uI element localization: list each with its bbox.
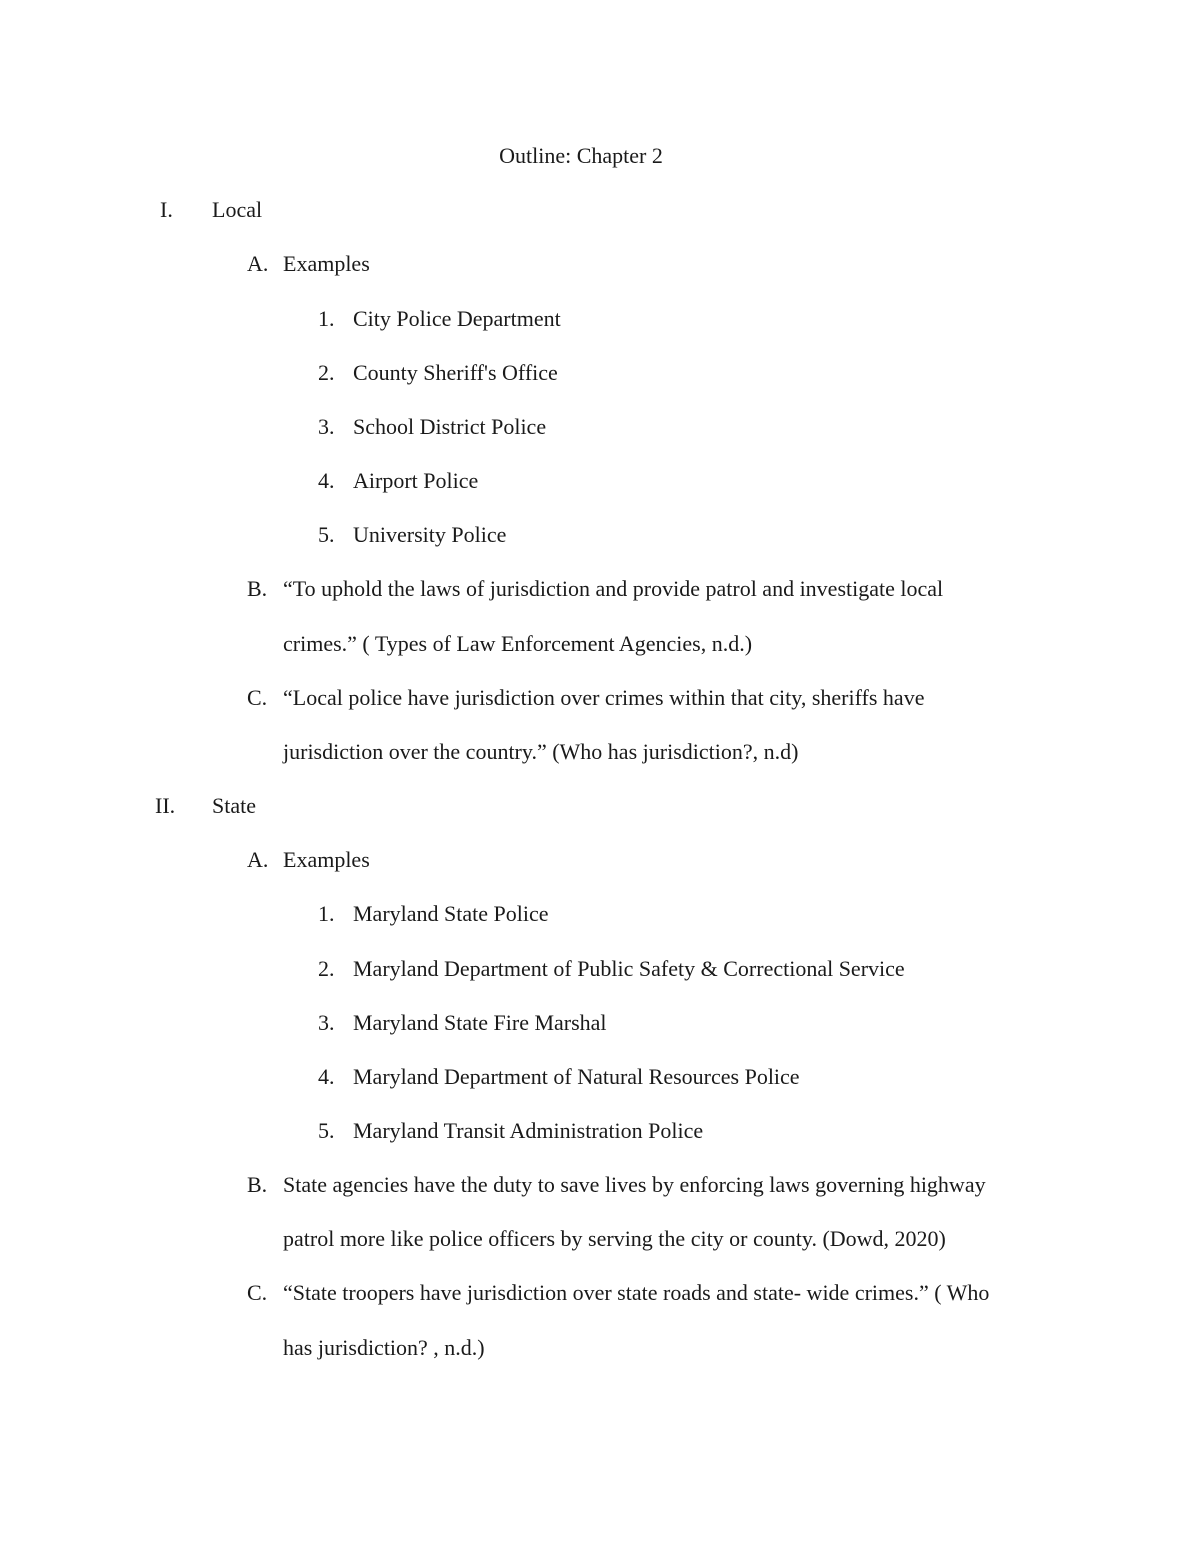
item-letter: B. <box>247 576 268 601</box>
subitem-number: 1. <box>318 306 335 331</box>
item-quote-line: has jurisdiction? , n.d.) <box>283 1335 485 1360</box>
item-text-line: State agencies have the duty to save lives by enforcing laws governing highway <box>283 1172 986 1197</box>
subitem-number: 1. <box>318 901 335 926</box>
item-quote-line: jurisdiction over the country.” (Who has jurisdiction?, n.d) <box>283 739 799 764</box>
item-letter: C. <box>247 685 268 710</box>
subitem-text: University Police <box>353 522 507 547</box>
subitem-number: 2. <box>318 360 335 385</box>
item-letter: A. <box>247 847 269 872</box>
section-heading-state: State <box>212 793 256 818</box>
subitem-text: Airport Police <box>353 468 479 493</box>
item-letter: C. <box>247 1280 268 1305</box>
subitem-number: 5. <box>318 522 335 547</box>
subitem-text: Maryland Department of Natural Resources Police <box>353 1064 800 1089</box>
subitem-text: Maryland Transit Administration Police <box>353 1118 704 1143</box>
item-quote-line: crimes.” ( Types of Law Enforcement Agencies, n.d.) <box>283 631 753 656</box>
subitem-number: 4. <box>318 1064 335 1089</box>
section-heading-local: Local <box>212 197 263 222</box>
subitem-text: Maryland State Police <box>353 901 549 926</box>
subitem-text: Maryland Department of Public Safety & Correctional Service <box>353 956 905 981</box>
subitem-text: School District Police <box>353 414 547 439</box>
item-text-line: patrol more like police officers by serving the city or county. (Dowd, 2020) <box>283 1226 946 1251</box>
item-letter: A. <box>247 251 269 276</box>
item-quote-line: “To uphold the laws of jurisdiction and provide patrol and investigate local <box>283 576 944 601</box>
subitem-number: 3. <box>318 414 335 439</box>
item-quote-line: “State troopers have jurisdiction over state roads and state- wide crimes.” ( Who <box>283 1280 990 1305</box>
item-examples: Examples <box>283 251 370 276</box>
subitem-text: County Sheriff's Office <box>353 360 558 385</box>
subitem-number: 3. <box>318 1010 335 1035</box>
subitem-number: 5. <box>318 1118 335 1143</box>
item-examples: Examples <box>283 847 370 872</box>
subitem-text: City Police Department <box>353 306 561 331</box>
item-quote-line: “Local police have jurisdiction over crimes within that city, sheriffs have <box>283 685 925 710</box>
item-letter: B. <box>247 1172 268 1197</box>
section-numeral: I. <box>160 197 173 222</box>
subitem-number: 2. <box>318 956 335 981</box>
page-title: Outline: Chapter 2 <box>499 143 663 168</box>
subitem-number: 4. <box>318 468 335 493</box>
subitem-text: Maryland State Fire Marshal <box>353 1010 607 1035</box>
section-numeral: II. <box>155 793 176 818</box>
